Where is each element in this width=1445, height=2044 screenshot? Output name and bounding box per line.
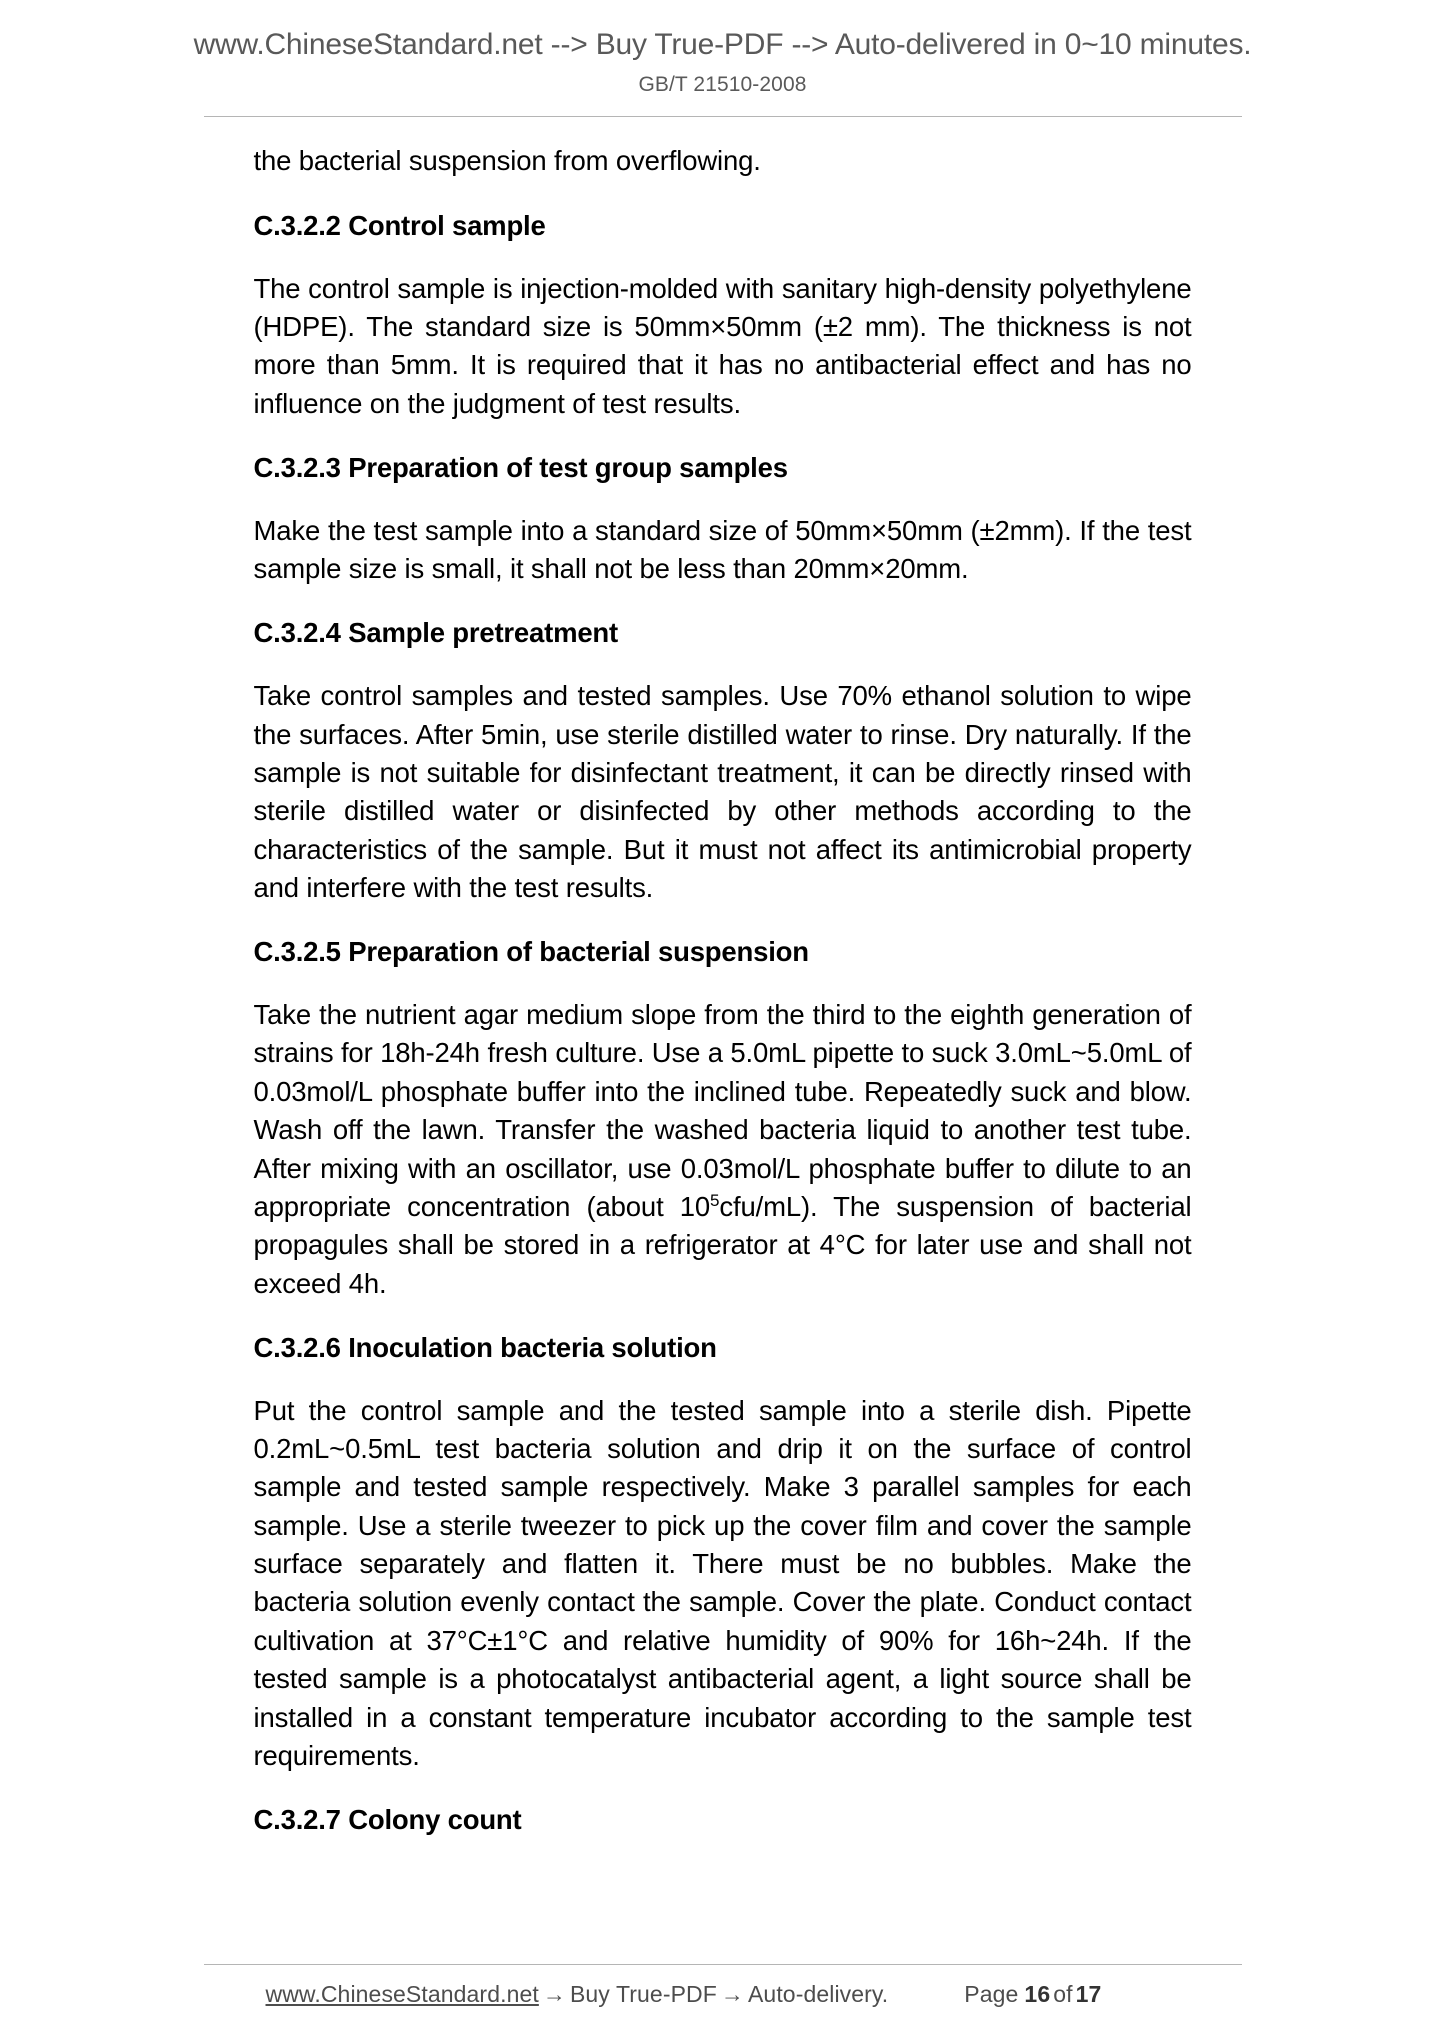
paragraph-text-part2: cfu/mL). The suspension of bacterial propagules shall be stored in a refrigerator at 4°C for later use and shall not exceed 4h. — [253, 1190, 1192, 1299]
section-paragraph-c325 — [254, 996, 1192, 1303]
footer-url-link[interactable]: www.ChineseStandard.net — [265, 1981, 539, 2007]
section-paragraph-c323: Make the test sample into a standard size of 50mm×50mm (±2mm). If the test sample size is small, it shall not be less than 20mm×20mm. — [253, 514, 1192, 585]
section-heading-c323: C.3.2.3 Preparation of test group samples — [253, 451, 788, 483]
page-indicator — [964, 1981, 1104, 2008]
continued-paragraph: the bacterial suspension from overflowing. — [253, 145, 761, 177]
section-paragraph-c324: Take control samples and tested samples. Use 70% ethanol solution to wipe the surfaces. After 5min, use sterile distilled water to rinse. Dry naturally. If the sample is not suitable for disinfectant treatment, it can be directly rinsed with sterile distilled water or disinfected by other methods according to the characteristics of the sample. But it must not affect its antimicrobial property and interfere with the test results. — [253, 680, 1192, 903]
superscript-exponent: 5 — [710, 1190, 720, 1210]
section-paragraph-c326: Put the control sample and the tested sample into a sterile dish. Pipette 0.2mL~0.5mL test bacteria solution and drip it on the surface of control sample and tested sample respectively. Make 3 parallel samples for each sample. Use a sterile tweezer to pick up the cover film and cover the sample surface separately and flatten it. There must be no bubbles. Make the bacteria solution evenly contact the sample. Cover the plate. Conduct contact cultivation at 37°C±1°C and relative humidity of 90% for 16h~24h. If the tested sample is a photocatalyst antibacterial agent, a light source shall be installed in a constant temperature incubator according to the sample test requirements. — [253, 1394, 1192, 1771]
footer-mid-text: Buy True-PDF — [569, 1981, 717, 2007]
document-content — [204, 117, 1242, 1838]
section-heading-c326: C.3.2.6 Inoculation bacteria solution — [253, 1331, 717, 1363]
footer-end-text: Auto-delivery. — [747, 1981, 889, 2007]
footer-arrow-1-icon: → — [542, 1981, 566, 2007]
footer-arrow-2-icon: → — [720, 1981, 744, 2007]
section-heading-c327: C.3.2.7 Colony count — [253, 1804, 522, 1836]
page-footer — [0, 1964, 1445, 2008]
current-page-number: 16 — [1024, 1981, 1051, 2007]
paragraph-text-part1: Take the nutrient agar medium slope from the third to the eighth generation of strains for 18h-24h fresh culture. Use a 5.0mL pipette to suck 3.0mL~5.0mL of 0.03mol/L phosphate buffer into the inclined tube. Repeatedly suck and blow. Wash off the lawn. Transfer the washed bacteria liquid to another test tube. After mixing with an oscillator, use 0.03mol/L phosphate buffer to dilute to an appropriate concentration (about 10 — [253, 999, 1192, 1222]
section-heading-c325: C.3.2.5 Preparation of bacterial suspension — [253, 936, 809, 968]
of-label: of — [1053, 1981, 1073, 2007]
footer-promo — [266, 1981, 889, 2008]
promo-header: www.ChineseStandard.net --> Buy True-PDF --> Auto-delivered in 0~10 minutes. — [193, 28, 1252, 61]
total-page-number: 17 — [1075, 1981, 1102, 2007]
section-heading-c322: C.3.2.2 Control sample — [253, 209, 546, 241]
page-label: Page — [964, 1981, 1019, 2007]
section-paragraph-c322: The control sample is injection-molded with sanitary high-density polyethylene (HDPE). The standard size is 50mm×50mm (±2 mm). The thickness is not more than 5mm. It is required that it has no antibacterial effect and has no influence on the judgment of test results. — [253, 272, 1192, 419]
section-heading-c324: C.3.2.4 Sample pretreatment — [253, 617, 618, 649]
standard-code: GB/T 21510-2008 — [638, 73, 807, 97]
